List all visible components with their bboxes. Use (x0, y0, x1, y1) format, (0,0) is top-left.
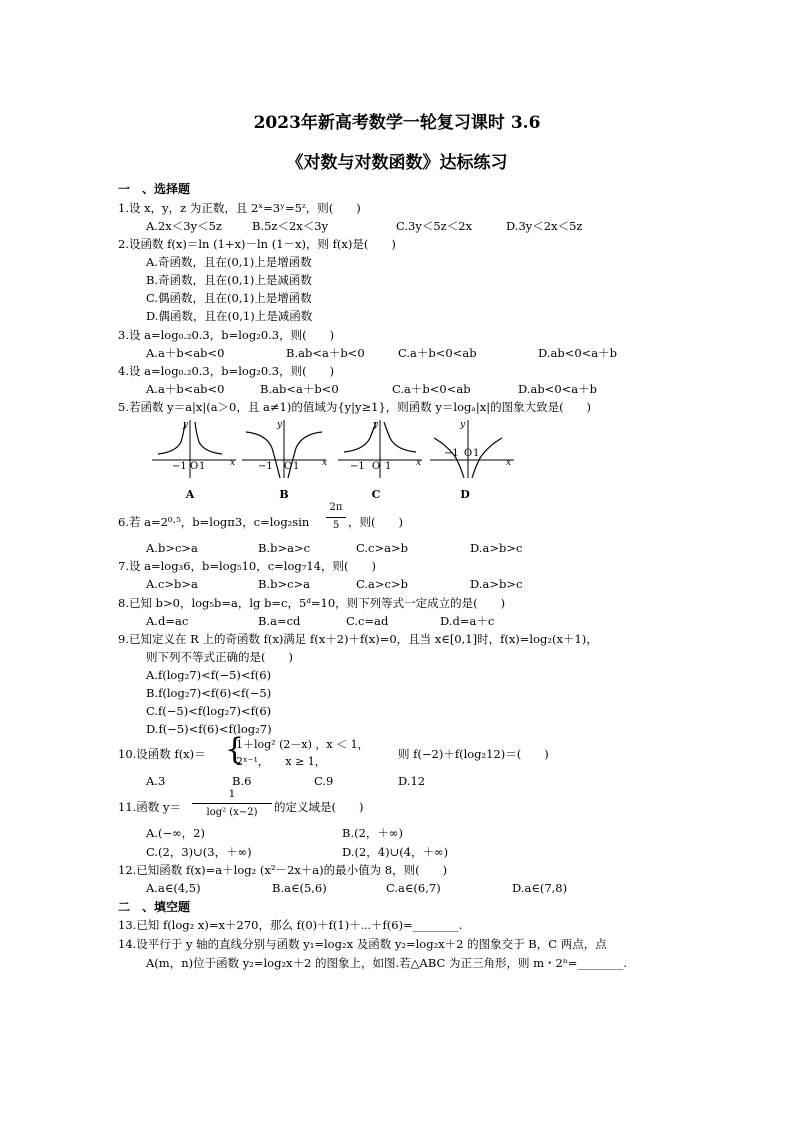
q9-option-b: B.f(log₂7)<f(6)<f(−5) (146, 686, 272, 700)
q4-option-d: D.ab<0<a＋b (518, 382, 597, 396)
q7-option-c: C.a>c>b (356, 577, 408, 591)
graph-c-one: 1 (385, 461, 392, 472)
graph-b-neg1: −1 (258, 461, 273, 472)
q12-option-c: C.a∈(6,7) (386, 881, 441, 895)
graph-a-one: 1 (199, 461, 206, 472)
q3-option-d: D.ab<0<a＋b (538, 346, 617, 360)
q10-option-a: A.3 (146, 774, 166, 788)
question-8: 8.已知 b>0，log₅b=a，lg b=c，5ᵈ=10，则下列等式一定成立的是( ) (118, 596, 506, 610)
question-5: 5.若函数 y＝a|x|(a＞0，且 a≠1)的值域为{y|y≥1}，则函数 y＝logₐ|x|的图象大致是( ) (118, 400, 592, 414)
graph-b-y-label: y (277, 420, 283, 430)
q11-option-c: C.(2，3)∪(3，＋∞) (146, 845, 252, 859)
q6-fraction-denominator: 5 (332, 520, 340, 531)
q7-option-d: D.a>b>c (470, 577, 523, 591)
q3-option-c: C.a＋b<0<ab (398, 346, 477, 360)
graph-d-y-label: y (460, 420, 466, 430)
question-2: 2.设函数 f(x)＝ln (1+x)－ln (1－x)，则 f(x)是( ) (118, 237, 396, 251)
q11-option-b: B.(2，＋∞) (342, 826, 403, 840)
question-10: 10.设函数 f(x)＝ (118, 747, 206, 761)
question-9: 9.已知定义在 R 上的奇函数 f(x)满足 f(x＋2)＋f(x)=0，且当 x∈[0,1]时，f(x)=log₂(x＋1)， (118, 632, 598, 646)
q4-option-b: B.ab<a＋b<0 (260, 382, 339, 396)
q12-option-a: A.a∈(4,5) (146, 881, 201, 895)
graph-c-neg1: −1 (350, 461, 365, 472)
q10-option-d: D.12 (398, 774, 426, 788)
q11-fraction-denominator: log² (x−2) (206, 807, 258, 818)
q12-option-b: B.a∈(5,6) (272, 881, 327, 895)
q6-option-c: C.c>a>b (356, 541, 408, 555)
q6-option-b: B.b>a>c (258, 541, 311, 555)
question-3: 3.设 a=log₀.₂0.3，b=log₂0.3，则( ) (118, 328, 335, 342)
q10-left-brace: { (225, 732, 245, 767)
q12-option-d: D.a∈(7,8) (512, 881, 568, 895)
q6-end: ，则( ) (348, 515, 403, 529)
q8-option-b: B.a=cd (258, 614, 301, 628)
graph-d-origin: O (464, 448, 473, 459)
q6-fraction-bar (326, 517, 346, 518)
q11-option-d: D.(2，4)∪(4，＋∞) (342, 845, 449, 859)
graph-d-one: 1 (473, 448, 480, 459)
q11-fraction-numerator: 1 (228, 788, 236, 800)
question-12: 12.已知函数 f(x)=a＋log₂ (x²－2x＋a)的最小值为 8，则( ) (118, 863, 448, 877)
page-title: 2023年新高考数学一轮复习课时 3.6 (253, 113, 541, 133)
section-heading-fill: 二 、填空题 (118, 900, 191, 914)
q9-option-d: D.f(−5)<f(6)<f(log₂7) (146, 722, 272, 736)
q4-option-a: A.a＋b<ab<0 (146, 382, 225, 396)
question-14: 14.设平行于 y 轴的直线分别与函数 y₁=log₂x 及函数 y₂=log₂x＋2 的图象交于 B，C 两点，点 (118, 937, 607, 951)
q7-option-a: A.c>b>a (146, 577, 198, 591)
question-4: 4.设 a=log₀.₂0.3，b=log₂0.3，则( ) (118, 364, 335, 378)
q8-option-c: C.c=ad (346, 614, 389, 628)
graph-c-x-label: x (416, 458, 422, 468)
q4-option-c: C.a＋b<0<ab (392, 382, 471, 396)
q6-fraction-numerator: 2π (329, 502, 343, 513)
q7-option-b: B.b>c>a (258, 577, 311, 591)
q10-case-1: 1＋log² (2－x) ，x ＜ 1， (236, 738, 369, 751)
q10-option-b: B.6 (232, 774, 252, 788)
graph-b-x-label: x (322, 458, 328, 468)
question-14-cont: A(m，n)位于函数 y₂=log₂x＋2 的图象上，如图.若△ABC 为正三角形，则 m・2ⁿ=________. (146, 956, 628, 970)
q8-option-a: A.d=ac (146, 614, 189, 628)
question-6: 6.若 a=2⁰·⁵，b=logπ3，c=log₂sin (118, 515, 310, 529)
q1-option-a: A.2x＜3y＜5z (146, 219, 222, 233)
q2-option-d: D.偶函数，且在(0,1)上是减函数 (146, 309, 313, 323)
q10-case-2: 2ˣ⁻¹， x ≥ 1， (236, 755, 326, 768)
section-heading-choice: 一 、选择题 (118, 182, 191, 196)
q9-option-a: A.f(log₂7)<f(−5)<f(6) (146, 668, 272, 682)
q11-option-a: A.(−∞，2) (146, 826, 205, 840)
q8-option-d: D.d=a＋c (440, 614, 495, 628)
q2-option-c: C.偶函数，且在(0,1)上是增函数 (146, 291, 312, 305)
question-13: 13.已知 f(log₂ x)=x＋270，那么 f(0)＋f(1)＋⋯＋f(6)=________. (118, 918, 463, 932)
graph-b-origin: O (284, 461, 293, 472)
q10-option-c: C.9 (314, 774, 334, 788)
q2-option-a: A.奇函数，且在(0,1)上是增函数 (146, 255, 312, 269)
q10-post: 则 f(−2)＋f(log₂12)＝( ) (398, 747, 549, 761)
q6-option-a: A.b>c>a (146, 541, 198, 555)
q1-option-b: B.5z＜2x＜3y (252, 219, 329, 233)
graph-label-c: C (371, 488, 381, 501)
question-1: 1.设 x，y，z 为正数，且 2ˣ=3ʸ=5ᶻ，则( ) (118, 201, 361, 215)
graph-a-origin: O (190, 461, 199, 472)
graph-a-y-label: y (183, 420, 189, 430)
q2-option-b: B.奇函数，且在(0,1)上是减函数 (146, 273, 312, 287)
q11-fraction-bar (192, 803, 272, 804)
graph-label-d: D (460, 488, 470, 501)
q1-option-c: C.3y＜5z＜2x (396, 219, 473, 233)
graph-c-y-label: y (373, 420, 379, 430)
graph-label-b: B (279, 488, 289, 501)
graph-d-neg1: −1 (444, 448, 459, 459)
q3-option-a: A.a＋b<ab<0 (146, 346, 225, 360)
question-9-cont: 则下列不等式正确的是( ) (146, 650, 293, 664)
q11-post: 的定义域是( ) (274, 800, 364, 814)
graph-c-origin: O (372, 461, 381, 472)
q3-option-b: B.ab<a＋b<0 (286, 346, 365, 360)
question-11: 11.函数 y＝ (118, 800, 181, 814)
q6-option-d: D.a>b>c (470, 541, 523, 555)
q9-option-c: C.f(−5)<f(log₂7)<f(6) (146, 704, 272, 718)
graph-label-a: A (185, 488, 195, 501)
page-subtitle: 《对数与对数函数》达标练习 (286, 153, 508, 173)
question-7: 7.设 a=log₃6，b=log₅10，c=log₇14，则( ) (118, 559, 376, 573)
graph-b-one: 1 (293, 461, 300, 472)
q1-option-d: D.3y＜2x＜5z (506, 219, 583, 233)
graph-a-x-label: x (230, 458, 236, 468)
graph-a-neg1: −1 (172, 461, 187, 472)
graph-d-x-label: x (506, 458, 512, 468)
